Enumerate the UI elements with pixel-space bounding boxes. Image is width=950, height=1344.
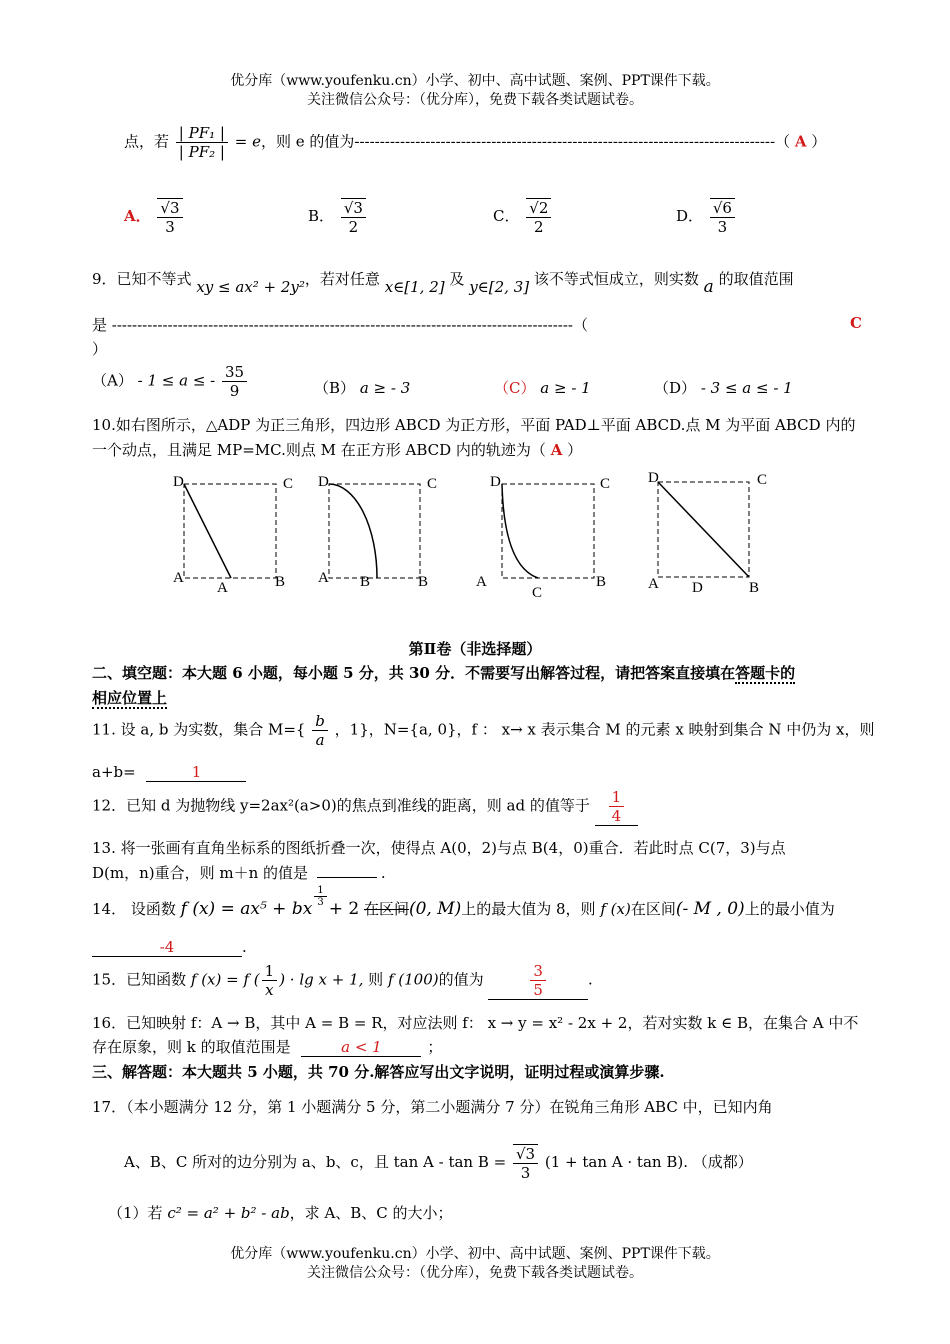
square-outline bbox=[329, 484, 420, 578]
label-c: C bbox=[757, 472, 768, 488]
label-point: A bbox=[217, 580, 228, 596]
figure-option-a bbox=[165, 466, 305, 600]
question-13-line-1: 13. 将一张画有直角坐标系的图纸折叠一次，使得点 A(0，2)与点 B(4，0)重合．若此时点 C(7，3)与点 bbox=[92, 839, 786, 857]
square-outline bbox=[502, 484, 594, 578]
label-d: D bbox=[318, 474, 329, 490]
q9-option-a: （A） - 1 ≤ a ≤ - $\frac{35}{9}$ bbox=[92, 363, 249, 400]
label-b: B bbox=[749, 580, 760, 596]
label-b: B bbox=[275, 574, 286, 590]
header-line-2: 关注微信公众号：（优分库），免费下载各类试题试卷。 bbox=[307, 92, 643, 108]
part-2-title: 第Ⅱ卷（非选择题） bbox=[408, 640, 542, 658]
question-16-line-2: 存在原象，则 k 的取值范围是 a < 1 ； bbox=[92, 1038, 443, 1056]
locus-line bbox=[184, 484, 231, 578]
q10-answer: A bbox=[550, 441, 563, 459]
question-9-line-2: 是 -------------------------------------------------------------------------------------------（ bbox=[92, 316, 588, 334]
q8-option-b: B． $\frac{√3}{2}$ bbox=[308, 198, 368, 236]
q16-answer: a < 1 bbox=[341, 1038, 382, 1056]
footer-line-2: 关注微信公众号：（优分库），免费下载各类试题试卷。 bbox=[307, 1265, 643, 1281]
label-d: D bbox=[490, 474, 501, 490]
label-d: D bbox=[173, 474, 184, 490]
label-point: C bbox=[532, 585, 543, 600]
q8-answer: A bbox=[794, 132, 807, 151]
label-b: B bbox=[596, 574, 607, 590]
question-14-line-1: 14． 设函数 f (x) = ax⁵ + bx $\frac{1}{3}$ + 2 在区间(0, M)上的最大值为 8，则 f (x)在区间(- M , 0)上的最小值为 bbox=[92, 884, 835, 919]
locus-arc bbox=[329, 484, 377, 578]
figure-option-c bbox=[476, 466, 626, 600]
q9-answer: C bbox=[850, 314, 862, 332]
question-10-line-1: 10.如右图所示，△ADP 为正三角形，四边形 ABCD 为正方形，平面 PAD⊥平面 ABCD.点 M 为平面 ABCD 内的 bbox=[92, 416, 856, 434]
question-14-line-2: -4 . bbox=[92, 938, 247, 957]
label-a: A bbox=[476, 574, 487, 590]
q11-answer: 1 bbox=[191, 763, 202, 781]
question-16-line-1: 16．已知映射 f：A → B，其中 A = B = R，对应法则 f： x → y = x² - 2x + 2，若对实数 k ∈ B，在集合 A 中不 bbox=[92, 1014, 859, 1032]
label-c: C bbox=[600, 476, 611, 492]
pf-ratio-fraction: $\frac{\text{| PF₁ |}}{\text{| PF₂ |}}$ bbox=[176, 124, 228, 161]
q9-close-paren: ） bbox=[92, 340, 108, 358]
q9-option-d: （D） - 3 ≤ a ≤ - 1 bbox=[654, 379, 793, 397]
header-line-1: 优分库（www.youfenku.cn）小学、初中、高中试题、案例、PPT课件下载。 bbox=[230, 73, 720, 89]
question-10-line-2: 一个动点，且满足 MP=MC.则点 M 在正方形 ABCD 内的轨迹为（ A ） bbox=[92, 441, 583, 459]
question-11-line-2: a+b= 1 bbox=[92, 763, 246, 782]
label-point: D bbox=[692, 580, 703, 596]
label-a: A bbox=[318, 570, 329, 586]
question-13-line-2: D(m，n)重合，则 m＋n 的值是 . bbox=[92, 864, 386, 882]
label-d: D bbox=[648, 470, 659, 486]
label-point: B bbox=[360, 574, 371, 590]
question-12: 12．已知 d 为抛物线 y=2ax²(a>0)的焦点到准线的距离，则 ad 的值等于 $\frac{1}{4}$ bbox=[92, 788, 638, 826]
footer-line-1: 优分库（www.youfenku.cn）小学、初中、高中试题、案例、PPT课件下载。 bbox=[230, 1246, 720, 1262]
q8-option-c: C． $\frac{√2}{2}$ bbox=[493, 198, 553, 236]
question-17-line-2: A、B、C 所对的边分别为 a、b、c，且 tan A - tan B = $\frac{√3}{3}$ (1 + tan A · tan B). （成都） bbox=[124, 1145, 753, 1182]
label-b: B bbox=[418, 574, 429, 590]
q9-option-c: （C） a ≥ - 1 bbox=[494, 379, 591, 397]
label-a: A bbox=[173, 570, 184, 586]
q8-option-d: D． $\frac{√6}{3}$ bbox=[676, 198, 737, 236]
question-17-line-1: 17．（本小题满分 12 分，第 1 小题满分 5 分，第二小题满分 7 分）在锐角三角形 ABC 中，已知内角 bbox=[92, 1098, 773, 1116]
question-8-line: 点，若 $\frac{\text{| PF₁ |}}{\text{| PF₂ |}}$ = e，则 e 的值为-----------------------------------------------------------------------------------（ A ） bbox=[124, 124, 827, 161]
q8-option-a: A． $\frac{√3}{3}$ bbox=[124, 198, 185, 236]
square-outline bbox=[184, 484, 276, 578]
label-c: C bbox=[427, 476, 438, 492]
q9-option-b: （B） a ≥ - 3 bbox=[314, 379, 411, 397]
q14-answer: -4 bbox=[159, 938, 175, 956]
section-2-heading-line-2: 相应位置上 bbox=[92, 689, 168, 707]
section-2-heading: 二、填空题：本大题 6 小题，每小题 5 分，共 30 分．不需要写出解答过程，请把答案直接填在答题卡的 bbox=[92, 664, 796, 682]
figure-option-d bbox=[645, 466, 785, 600]
question-17-part-1: （1）若 c² = a² + b² - ab，求 A、B、C 的大小； bbox=[108, 1204, 453, 1222]
question-11-line-1: 11. 设 a, b 为实数，集合 M={ $\frac{b}{a}$ ，1}，N={a, 0}，f ： x→ x 表示集合 M 的元素 x 映射到集合 N 中仍为 x，则 bbox=[92, 712, 875, 749]
label-c: C bbox=[283, 476, 294, 492]
section-3-heading: 三、解答题：本大题共 5 小题，共 70 分.解答应写出文字说明，证明过程或演算步骤. bbox=[92, 1063, 665, 1081]
figure-option-b bbox=[310, 466, 450, 600]
locus-diagonal bbox=[658, 482, 749, 577]
locus-curve bbox=[502, 484, 538, 578]
question-9-line-1: 9．已知不等式 xy ≤ ax² + 2y²，若对任意 x∈[1, 2] 及 y∈[2, 3] 该不等式恒成立，则实数 a 的取值范围 bbox=[92, 270, 794, 297]
question-15: 15．已知函数 f (x) = f ( $\frac{1}{x}$ ) · lg x + 1, 则 f (100)的值为 $\frac{3}{5}$ . bbox=[92, 962, 593, 999]
label-a: A bbox=[648, 576, 659, 592]
